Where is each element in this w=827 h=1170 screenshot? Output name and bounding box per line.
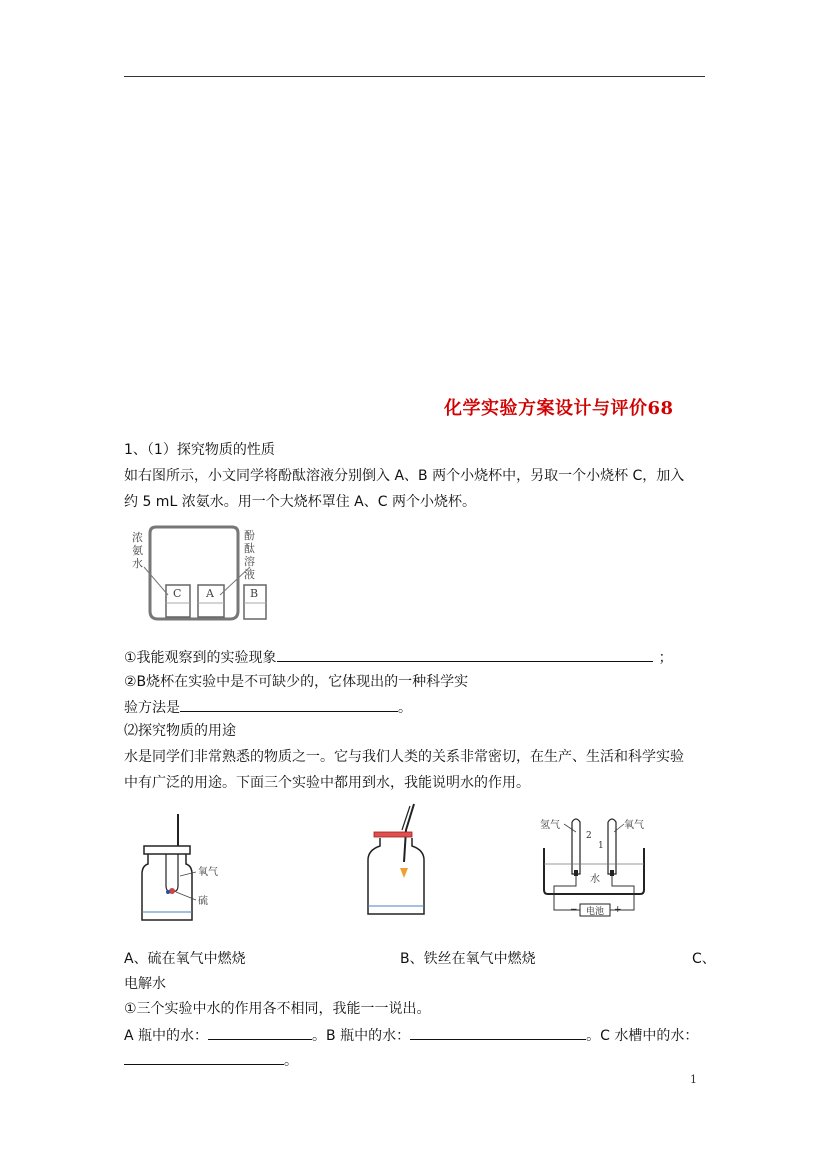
header-rule xyxy=(124,76,705,77)
caption-a: A、硫在氧气中燃烧 xyxy=(124,951,246,967)
answer-blank-b[interactable] xyxy=(410,1025,586,1040)
page-title: 化学实验方案设计与评价68 xyxy=(444,398,674,419)
answer-blank-a[interactable] xyxy=(208,1025,312,1040)
label-ammonia-2: 氨 xyxy=(132,544,143,557)
label-sulfur: 硫 xyxy=(198,896,208,907)
answer-blank-phenomenon[interactable] xyxy=(277,647,653,662)
battery-plus: + xyxy=(614,905,622,915)
jar-body xyxy=(142,854,192,920)
tube-num-1: 1 xyxy=(598,841,604,851)
cover-plate xyxy=(374,832,412,837)
label-phenol-4: 液 xyxy=(244,568,255,581)
caption-b: B、铁丝在氧气中燃烧 xyxy=(400,951,536,967)
tube-right xyxy=(608,819,616,874)
q1-item-2-line-1: ②B烧杯在实验中是不可缺少的，它体现出的一种科学实 xyxy=(124,674,469,690)
caption-c: C、 xyxy=(692,951,716,967)
q1-item-2-suffix: 。 xyxy=(398,700,412,716)
deflagration-spoon xyxy=(166,854,178,892)
answer-c-label: 。C 水槽中的水： xyxy=(586,1028,699,1044)
page-number: 1 xyxy=(690,1073,697,1086)
answer-blank-method[interactable] xyxy=(180,697,398,712)
q2-item-1: ①三个实验中水的作用各不相同，我能一一说出。 xyxy=(124,1001,431,1017)
jar-body-b xyxy=(368,838,424,914)
iron-wire-jar-figure xyxy=(362,800,442,920)
answer-line-2 xyxy=(124,1050,298,1071)
tube-left xyxy=(572,819,580,874)
beaker-figure xyxy=(128,523,278,625)
label-phenol-1: 酚 xyxy=(244,529,255,542)
large-beaker xyxy=(150,527,238,619)
battery-minus: − xyxy=(570,905,578,915)
label-battery: 电池 xyxy=(586,907,605,917)
cup-label-b: B xyxy=(250,587,259,600)
caption-c-2: 电解水 xyxy=(124,976,166,992)
q1-item-2-text: 验方法是 xyxy=(124,700,180,716)
label-oxygen-a: 氧气 xyxy=(198,867,218,878)
answer-b-label: 。B 瓶中的水： xyxy=(312,1028,411,1044)
answer-blank-c[interactable] xyxy=(124,1050,284,1065)
answer-end: 。 xyxy=(284,1053,298,1069)
q1-item-2-line-2 xyxy=(124,697,412,718)
q1-heading: 1、（1）探究物质的性质 xyxy=(124,442,275,458)
label-phenol-2: 酞 xyxy=(244,542,255,555)
cup-label-c: C xyxy=(173,587,182,600)
water-trough xyxy=(544,848,644,894)
answer-line xyxy=(124,1025,698,1046)
electrolysis-figure xyxy=(540,808,652,920)
jar-lid xyxy=(144,846,190,854)
answer-a-label: A 瓶中的水： xyxy=(124,1028,209,1044)
q2-text-2: 中有广泛的用途。下面三个实验中都用到水，我能说明水的作用。 xyxy=(124,775,530,791)
label-hydrogen: 氢气 xyxy=(540,820,560,831)
q1-item-1 xyxy=(124,647,673,668)
label-phenol-3: 溶 xyxy=(244,555,255,568)
cup-label-a: A xyxy=(206,587,214,600)
q1-item-1-text: ①我能观察到的实验现象 xyxy=(124,650,277,666)
label-ammonia-1: 浓 xyxy=(132,531,143,544)
label-oxygen-c: 氧气 xyxy=(624,820,644,831)
tube-num-2: 2 xyxy=(586,831,592,841)
q2-heading: ⑵探究物质的用途 xyxy=(124,723,236,739)
q1-text-2: 约 5 mL 浓氨水。用一个大烧杯罩住 A、C 两个小烧杯。 xyxy=(124,494,476,510)
q1-text-1: 如右图所示，小文同学将酚酞溶液分别倒入 A、B 两个小烧杯中，另取一个小烧杯 C，加入 xyxy=(124,468,685,484)
sulfur-jar-figure xyxy=(134,812,224,926)
q2-text-1: 水是同学们非常熟悉的物质之一。它与我们人类的关系非常密切，在生产、生活和科学实验 xyxy=(124,749,684,765)
q1-item-1-suffix: ； xyxy=(658,650,673,666)
label-water: 水 xyxy=(590,874,600,885)
label-ammonia-3: 水 xyxy=(132,557,143,570)
